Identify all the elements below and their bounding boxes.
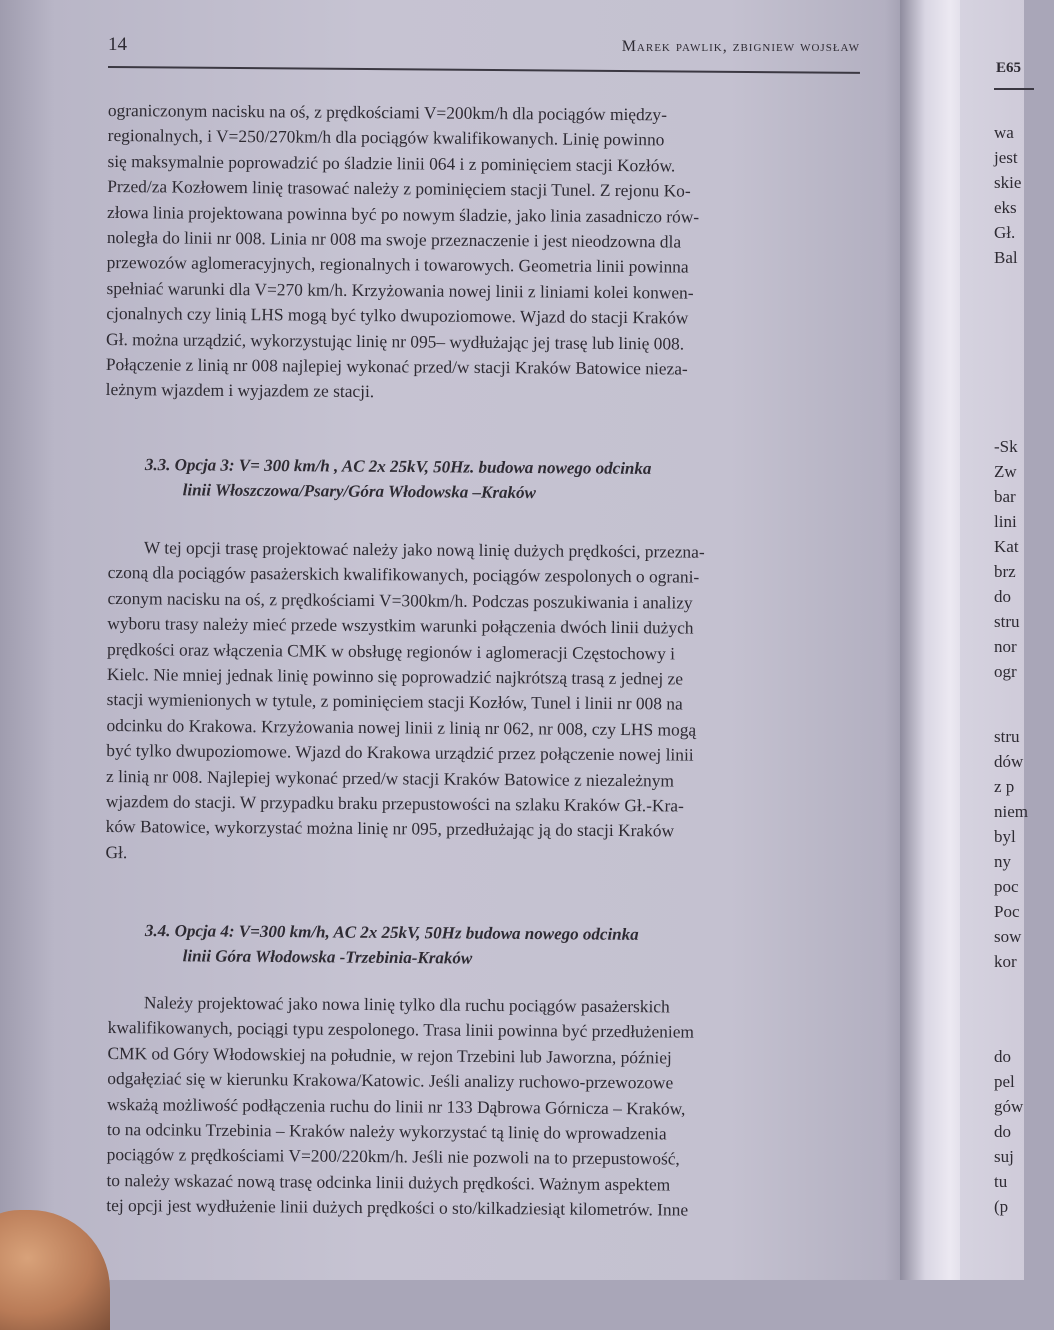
- text-fragment: tu: [994, 1172, 1008, 1191]
- text-line: Gł.: [105, 841, 128, 863]
- text-line: czoną dla pociągów pasażerskich kwalifikowanych, pociągów zespolonych o ograni-: [107, 562, 700, 588]
- text-line: Należy projektować jako nowa linię tylko dla ruchu pociągów pasażerskich: [143, 992, 670, 1017]
- text-line: wyboru trasy należy mieć przede wszystkim warunki połączenia dwóch linii dużych: [107, 613, 694, 638]
- text-line: tej opcji jest wydłużenie linii dużych prędkości o sto/kilkadziesiąt kilometrów. Inne: [106, 1195, 689, 1220]
- right-text-group-1: [994, 120, 1021, 270]
- text-line: Gł. można urządzić, wykorzystując linię nr 095– wydłużając jej trasę lub linię 008.: [106, 328, 685, 354]
- text-fragment: byl: [994, 827, 1016, 846]
- text-fragment: stru: [994, 727, 1020, 746]
- right-page-header: E65: [996, 60, 1022, 76]
- text-line: noległa do linii nr 008. Linia nr 008 ma swoje przeznaczenie i jest nieodzowna dla: [106, 227, 682, 252]
- text-fragment: brz: [994, 562, 1016, 581]
- heading-line: linii Góra Włodowska -Trzebinia-Kraków: [182, 946, 473, 968]
- text-fragment: eks: [994, 198, 1017, 217]
- text-line: złowa linia projektowana powinna być po nowym śladzie, jako linia zasadniczo rów-: [107, 201, 700, 227]
- heading-line: 3.3. Opcja 3: V= 300 km/h , AC 2x 25kV, 50Hz. budowa nowego odcinka: [144, 454, 652, 478]
- right-text-group-3: [994, 724, 1028, 974]
- text-line: odcinku do Krakowa. Krzyżowania nowej linii z linią nr 062, nr 008, czy LHS mogą: [106, 714, 697, 740]
- page-number: 14: [108, 34, 127, 55]
- text-fragment: sow: [994, 927, 1022, 946]
- text-fragment: skie: [994, 173, 1022, 192]
- heading-line: 3.4. Opcja 4: V=300 km/h, AC 2x 25kV, 50Hz budowa nowego odcinka: [144, 920, 639, 944]
- text-line: to na odcinku Trzebinia – Kraków należy wykorzystać tą linię do wprowadzenia: [106, 1119, 667, 1144]
- text-line: pociągów z prędkościami V=200/220km/h. Jeśli nie pozwoli na to przepustowość,: [106, 1144, 680, 1169]
- text-line: czonym nacisku na oś, z prędkościami V=300km/h. Podczas poszukiwania i analizy: [107, 587, 693, 613]
- section-heading-3-3: [145, 452, 860, 508]
- text-line: regionalnych, i V=250/270km/h dla pociągów kwalifikowanych. Linię powinno: [107, 125, 665, 150]
- text-line: Przed/za Kozłowem linię trasować należy z pominięciem stacji Tunel. Z rejonu Ko-: [107, 176, 691, 201]
- text-fragment: Kat: [994, 537, 1019, 556]
- text-fragment: Gł.: [994, 223, 1016, 242]
- text-fragment: Poc: [994, 902, 1020, 921]
- text-line: cjonalnych czy linią LHS mogą być tylko dwupoziomowe. Wjazd do stacji Kraków: [106, 303, 689, 328]
- text-fragment: kor: [994, 952, 1017, 971]
- text-fragment: lini: [994, 512, 1017, 531]
- text-fragment: wa: [994, 123, 1014, 142]
- text-line: przewozów aglomeracyjnych, regionalnych i towarowych. Geometria linii powinna: [106, 252, 689, 278]
- text-fragment: jest: [994, 148, 1018, 167]
- text-fragment: -Sk: [994, 437, 1018, 456]
- text-fragment: do: [994, 1047, 1011, 1066]
- text-line: Kielc. Nie mniej jednak linię powinno się poprowadzić najkrótszą trasą z jednej ze: [106, 664, 684, 689]
- text-fragment: Bal: [994, 248, 1018, 267]
- text-fragment: do: [994, 1122, 1011, 1141]
- text-fragment: do: [994, 587, 1011, 606]
- text-line: ków Batowice, wykorzystać można linię nr 095, przedłużając ją do stacji Kraków: [105, 816, 675, 841]
- right-text-group-4: [994, 1044, 1023, 1219]
- text-fragment: dów: [994, 752, 1024, 771]
- text-fragment: poc: [994, 877, 1019, 896]
- text-line: spełniać warunki dla V=270 km/h. Krzyżowania nowej linii z liniami kolei konwen-: [106, 277, 694, 303]
- text-fragment: (p: [994, 1197, 1009, 1216]
- text-fragment: ogr: [994, 662, 1017, 681]
- text-fragment: ny: [994, 852, 1011, 871]
- text-fragment: stru: [994, 612, 1020, 631]
- text-line: leżnym wjazdem i wyjazdem ze stacji.: [105, 379, 375, 402]
- text-line: to należy wskazać nową trasę odcinka linii dużych prędkości. Ważnym aspektem: [106, 1169, 671, 1195]
- text-line: W tej opcji trasę projektować należy jako nową linię dużych prędkości, przezna-: [143, 537, 705, 562]
- text-fragment: bar: [994, 487, 1016, 506]
- text-fragment: z p: [994, 777, 1015, 796]
- text-line: się maksymalnie poprowadzić po śladzie linii 064 i z pominięciem stacji Kozłów.: [107, 150, 676, 176]
- running-head: Marek pawlik, zbigniew wojsław: [621, 38, 860, 55]
- paragraph-2: [105, 535, 860, 871]
- section-heading-3-4: [145, 918, 860, 974]
- text-line: ograniczonym nacisku na oś, z prędkościami V=200km/h dla pociągów między-: [107, 99, 668, 125]
- text-line: prędkości oraz włączenia CMK w obsługę regionów i aglomeracji Częstochowy i: [107, 638, 676, 664]
- right-page-rule: [994, 88, 1034, 90]
- text-line: odgałęziać się w kierunku Krakowa/Katowic. Jeśli analizy ruchowo-przewozowe: [107, 1068, 674, 1093]
- text-line: Połączenie z linią nr 008 najlepiej wykonać przed/w stacji Kraków Batowice nieza-: [105, 354, 688, 379]
- heading-line: linii Włoszczowa/Psary/Góra Włodowska –Kraków: [182, 480, 536, 503]
- text-fragment: suj: [994, 1147, 1014, 1166]
- right-text-group-2: [994, 434, 1020, 684]
- paragraph-1: [106, 98, 860, 409]
- text-line: wskażą możliwość podłączenia ruchu do linii nr 133 Dąbrowa Górnicza – Kraków,: [107, 1093, 686, 1119]
- text-fragment: Zw: [994, 462, 1017, 481]
- text-fragment: gów: [994, 1097, 1024, 1116]
- text-line: być tylko dwupoziomowe. Wjazd do Krakowa urządzić przez połączenie nowej linii: [106, 740, 694, 765]
- text-fragment: nor: [994, 637, 1017, 656]
- text-line: stacji wymienionych w tytule, z pominięciem stacji Kozłów, Tunel i linii nr 008 na: [106, 689, 683, 714]
- text-line: CMK od Góry Włodowskiej na południe, w rejon Trzebini lub Jaworzna, później: [107, 1042, 672, 1068]
- text-fragment: niem: [994, 802, 1028, 821]
- paragraph-3: [106, 990, 860, 1225]
- text-line: wjazdem do stacji. W przypadku braku przepustowości na szlaku Kraków Gł.-Kra-: [105, 791, 684, 816]
- page-header: [108, 34, 860, 70]
- text-line: z linią nr 008. Najlepiej wykonać przed/w stacji Kraków Batowice z niezależnym: [106, 765, 675, 791]
- text-fragment: pel: [994, 1072, 1015, 1091]
- text-line: kwalifikowanych, pociągi typu zespolonego. Trasa linii powinna być przedłużeniem: [107, 1017, 695, 1043]
